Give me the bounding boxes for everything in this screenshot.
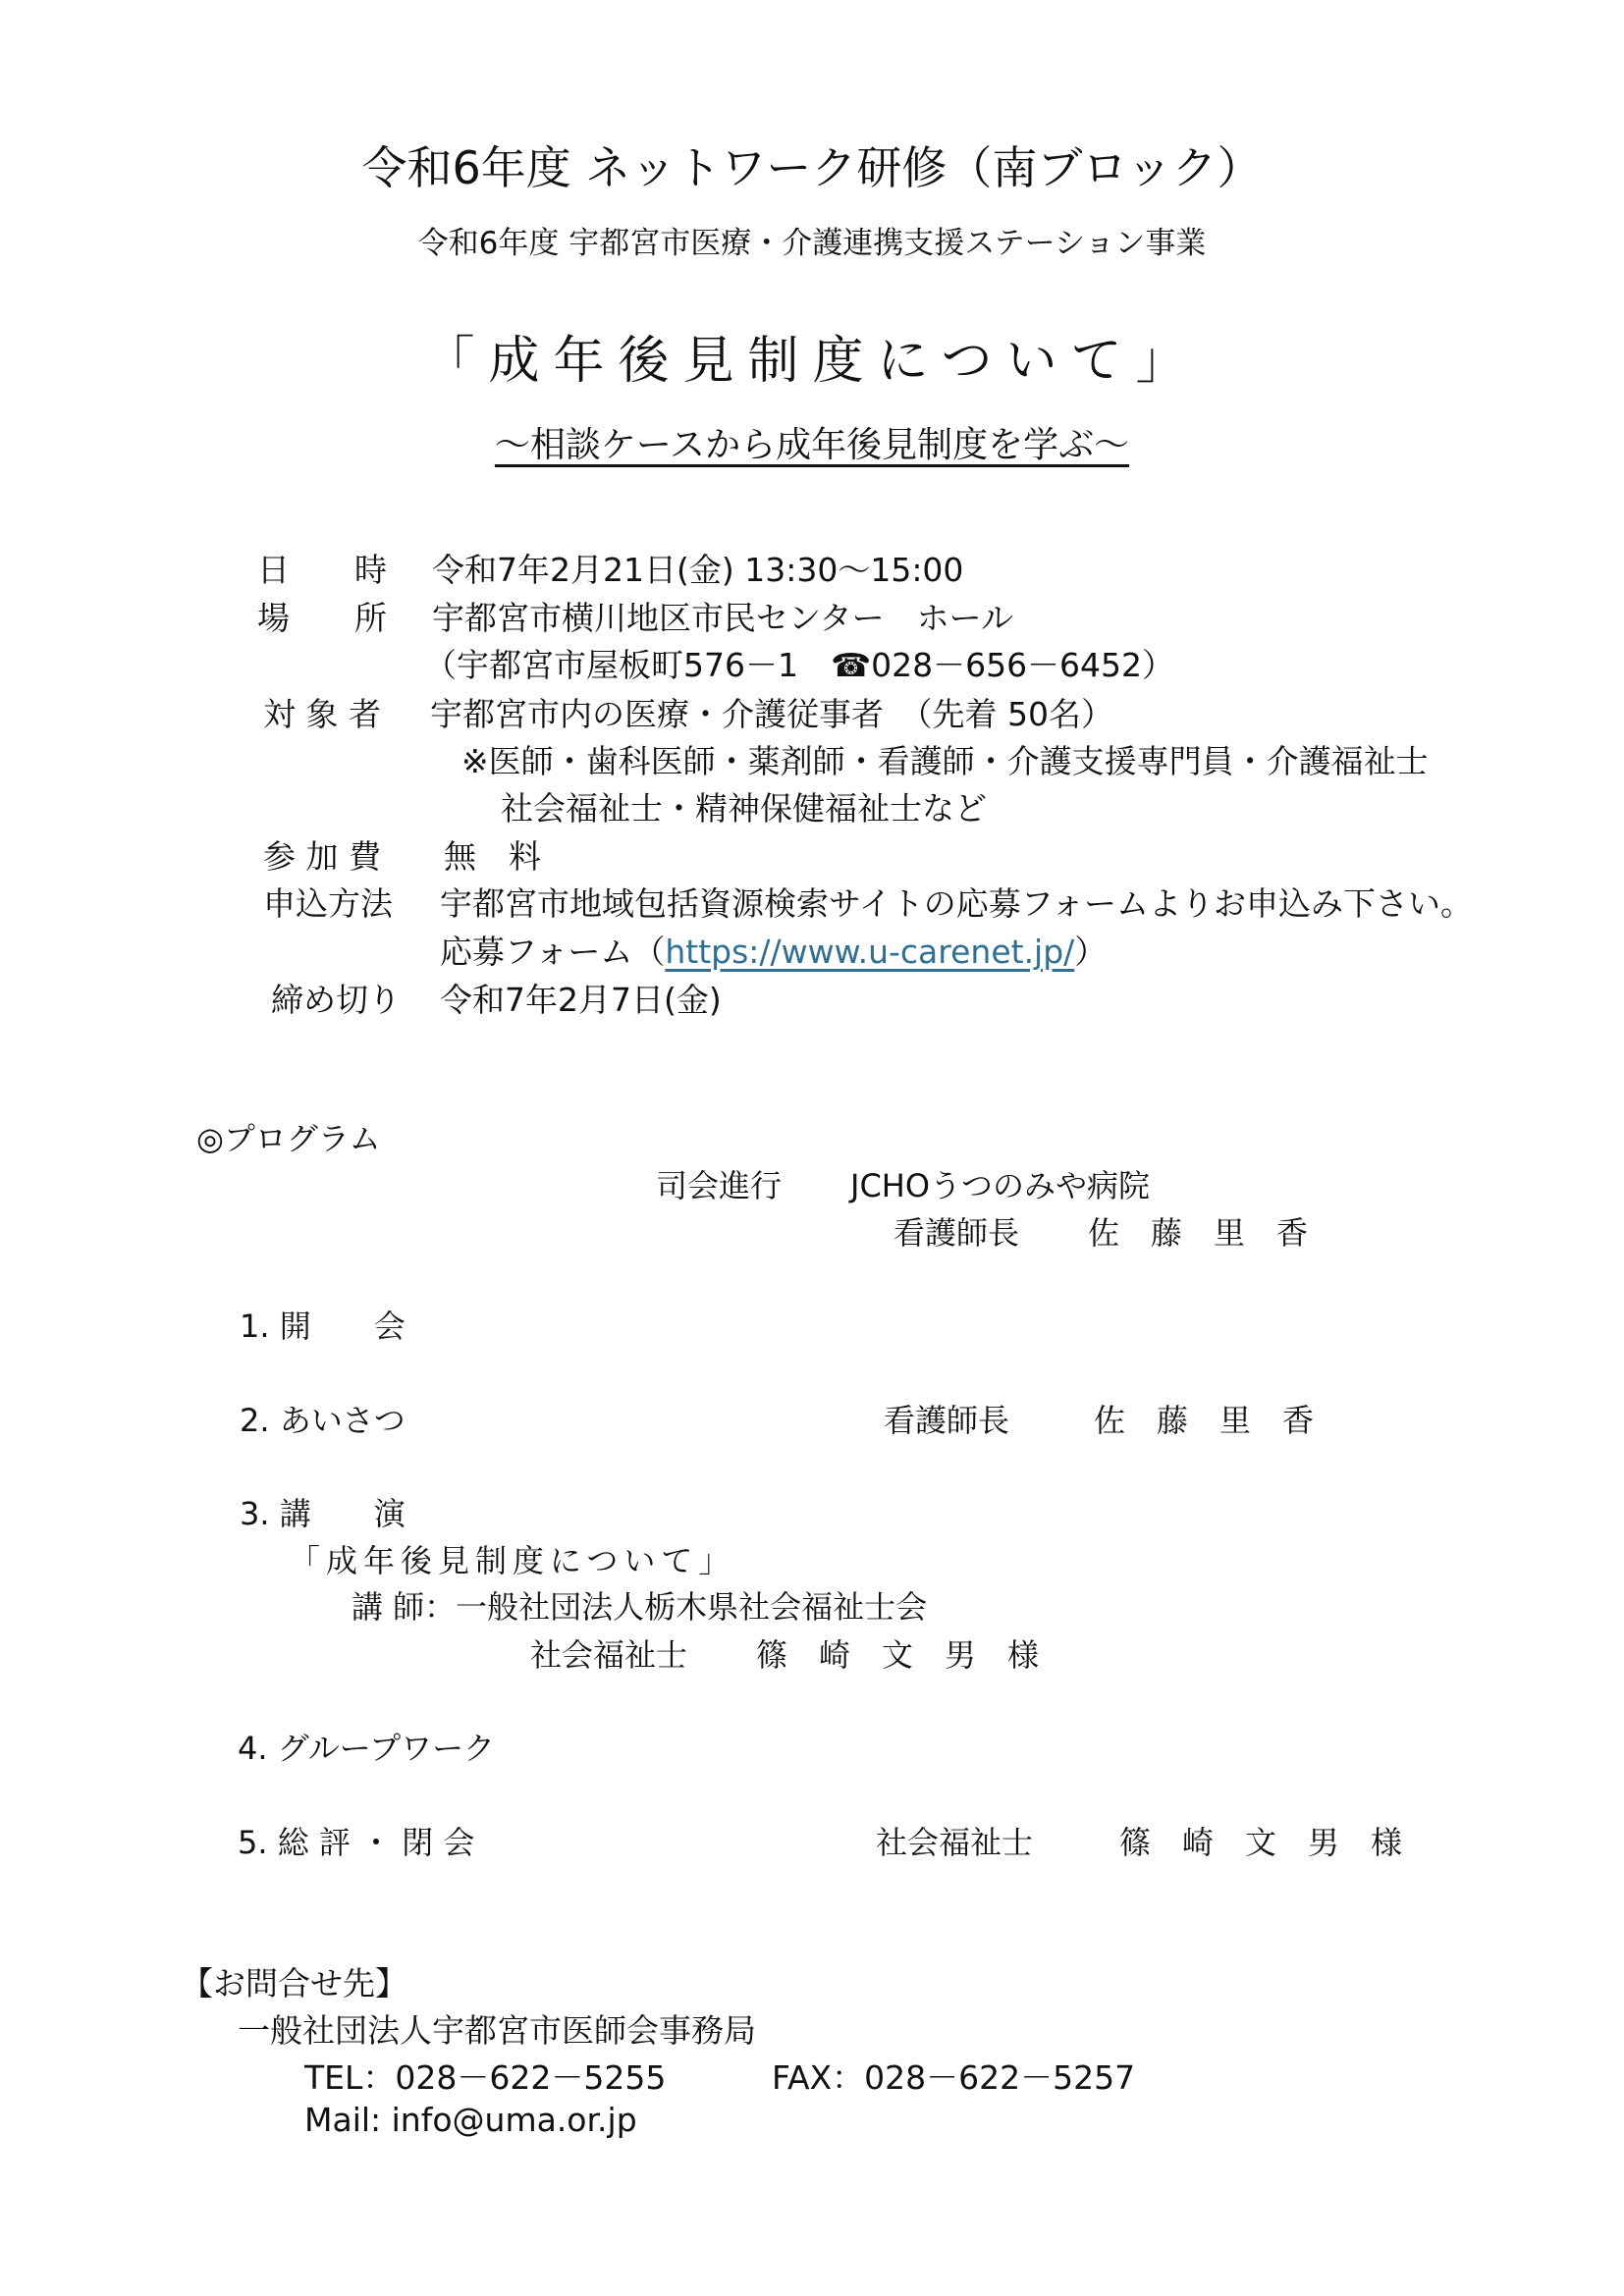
venue-address: （宇都宮市屋板町576－1 ☎028－656－6452） — [424, 646, 1175, 684]
target-note-2: 社会福祉士・精神保健福祉士など — [501, 789, 987, 828]
apply-form-suffix: ） — [1074, 933, 1108, 971]
mc-name: 佐 藤 里 香 — [1088, 1214, 1309, 1252]
page-subtitle: 令和6年度 宇都宮市医療・介護連携支援ステーション事業 — [417, 226, 1207, 261]
program-item-3-topic: 「成年後見制度について」 — [289, 1542, 736, 1579]
theme-subtitle: ～相談ケースから成年後見制度を学ぶ～ — [494, 425, 1130, 465]
contact-mail[interactable]: Mail: info@uma.or.jp — [304, 2101, 637, 2139]
mc-title: 看護師長 — [893, 1214, 1020, 1252]
program-item-5: 5. 総 評 ・ 閉 会 — [238, 1824, 475, 1861]
contact-tel: TEL：028－622－5255 — [304, 2058, 667, 2097]
venue-label: 場 所 — [257, 599, 387, 637]
program-item-3-lecturer-title: 社会福祉士 — [530, 1636, 688, 1674]
target-value: 宇都宮市内の医療・介護従事者 （先着 50名） — [430, 695, 1113, 733]
apply-label: 申込方法 — [263, 884, 393, 923]
program-item-2: 2. あいさつ — [240, 1402, 406, 1439]
program-heading: ◎プログラム — [196, 1120, 381, 1157]
fee-label: 参 加 費 — [263, 837, 381, 876]
contact-org: 一般社団法人宇都宮市医師会事務局 — [238, 2011, 756, 2050]
program-item-5-name: 篠 崎 文 男 様 — [1119, 1824, 1403, 1861]
apply-value: 宇都宮市地域包括資源検索サイトの応募フォームよりお申込み下さい。 — [440, 884, 1474, 923]
apply-form-link[interactable]: https://www.u-carenet.jp/ — [665, 933, 1075, 971]
deadline-label: 締め切り — [271, 981, 401, 1019]
fee-value: 無 料 — [444, 837, 541, 876]
program-item-3: 3. 講 演 — [240, 1495, 406, 1532]
theme-subtitle-wrap — [0, 417, 1624, 467]
theme-title: 「成年後見制度について」 — [423, 332, 1201, 391]
deadline-value: 令和7年2月7日(金) — [440, 981, 722, 1019]
page-title: 令和6年度 ネットワーク研修（南ブロック） — [361, 141, 1263, 194]
datetime-value: 令和7年2月21日(金) 13:30～15:00 — [432, 551, 964, 589]
venue-value: 宇都宮市横川地区市民センター ホール — [432, 599, 1014, 637]
datetime-label: 日 時 — [257, 551, 387, 589]
contact-fax: FAX：028－622－5257 — [772, 2058, 1136, 2097]
target-note-1: ※医師・歯科医師・薬剤師・看護師・介護支援専門員・介護福祉士 — [461, 742, 1429, 780]
apply-form-line — [440, 927, 1107, 973]
program-item-3-lecturer: 講 師：一般社団法人栃木県社会福祉士会 — [352, 1588, 928, 1626]
apply-form-prefix: 応募フォーム（ — [440, 933, 666, 971]
mc-org: JCHOうつのみや病院 — [850, 1167, 1151, 1204]
mc-label: 司会進行 — [656, 1167, 783, 1204]
program-item-2-title: 看護師長 — [884, 1402, 1010, 1439]
program-item-2-name: 佐 藤 里 香 — [1094, 1402, 1315, 1439]
contact-heading: 【お問合せ先】 — [181, 1964, 407, 2002]
program-item-4: 4. グループワーク — [238, 1730, 496, 1767]
program-item-5-title: 社会福祉士 — [876, 1824, 1034, 1861]
target-label: 対 象 者 — [263, 695, 381, 733]
program-item-1: 1. 開 会 — [240, 1308, 406, 1345]
program-item-3-lecturer-name: 篠 崎 文 男 様 — [756, 1636, 1040, 1674]
